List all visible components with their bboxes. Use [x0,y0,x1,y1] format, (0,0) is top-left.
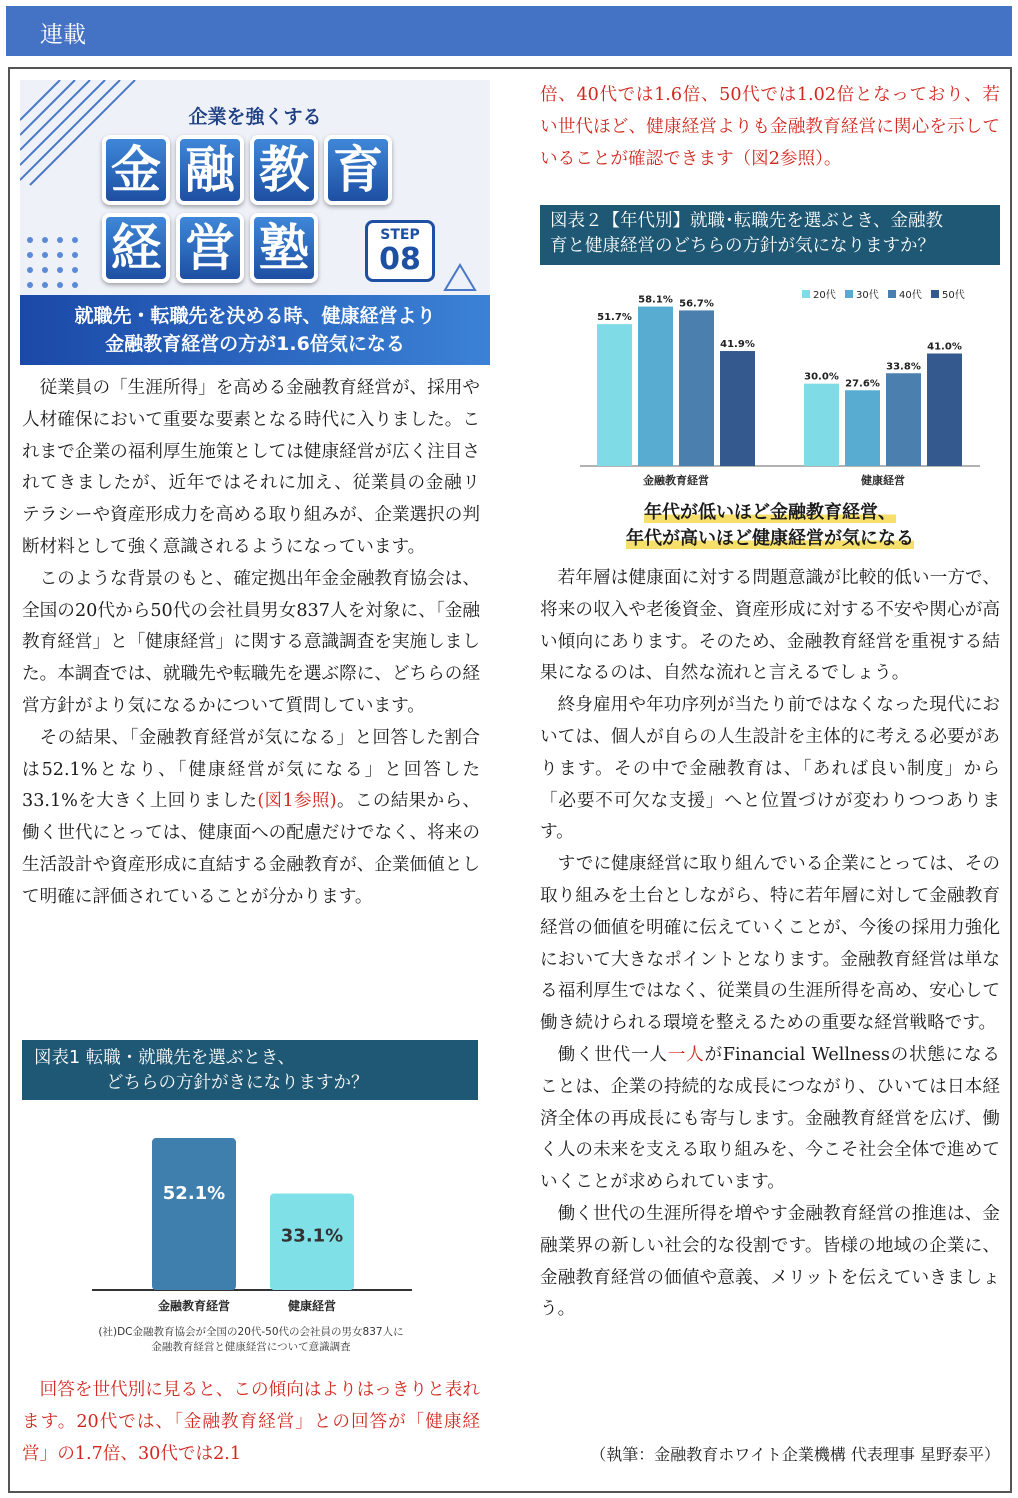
figure2-caption [540,205,1000,265]
article-headline [20,295,490,365]
paragraph: 働く世代の生涯所得を増やす金融教育経営の推進は、金融業界の新しい社会的な役割です。皆様の地域の企業に、金融教育経営の価値や意義、メリットを伝えていきましょう。 [540,1203,1000,1320]
legend-swatch [802,290,810,298]
figure1-chart [22,1105,480,1325]
banner-char: 金 [102,135,170,205]
bar [845,390,880,466]
caption-line-1: 図表２【年代別】就職･転職先を選ぶとき、金融教 [550,211,944,231]
figure2-chart [540,270,1000,495]
bar [597,324,632,466]
bar [927,353,962,466]
author-credit: （執筆：金融教育ホワイト企業機構 代表理事 星野泰平） [590,1445,1000,1464]
series-header-bar [6,6,1012,56]
series-label: 連載 [40,22,86,48]
step-number: 08 [379,242,421,277]
banner-char: 融 [176,135,244,205]
paragraph: 回答を世代別に見ると、この傾向はよりはっきりと表れます。20代では、「金融教育経営」との回答が「健康経営」の1.7倍、30代では2.1 [22,1380,480,1464]
data-label: 27.6% [845,378,880,390]
x-tick-label: 健康経営 [861,474,905,487]
note-line-1: (社)DC金融教育協会が全国の20代-50代の会社員の男女837人に [98,1326,404,1338]
emphasis-text: 一人 [667,1044,705,1065]
data-label: 30.0% [804,371,839,383]
paragraph: このような背景のもと、確定拠出年金金融教育協会は、全国の20代から50代の会社員男女837人を対象に、「金融教育経営」と「健康経営」に関する意識調査を実施しました。本調査では、就職先や転職先を選ぶ際に、どちらの経営方針がより気になるかについて質問しています。 [22,568,480,716]
caption-line-1: 図表1 転職・就職先を選ぶとき、 [34,1048,295,1068]
article-body-right [540,563,1000,1326]
legend-swatch [845,290,853,298]
legend-label: 50代 [942,290,965,301]
data-label: 33.8% [886,361,921,373]
paragraph: 従業員の「生涯所得」を高める金融教育経営が、採用や人材確保において重要な要素となる時代に入りました。これまで企業の福利厚生施策としては健康経営が広く注目されてきましたが、近年ではそれに加え、従業員の金融リテラシーや資産形成力を高める取り組みが、企業選択の判断材料として強く意識されるようになっています。 [22,378,480,557]
banner-subtitle: 企業を強くする [188,106,322,128]
figure2-highlight [540,500,1000,552]
paragraph-continued: 倍、40代では1.6倍、50代では1.02倍となっており、若い世代ほど、健康経営よりも金融教育経営に関心を示していることが確認できます（図2参照）。 [540,85,1000,169]
article-body-left-bottom [22,1375,480,1470]
x-tick-label: 金融教育経営 [157,1299,231,1313]
step-badge [365,220,435,282]
bar [679,310,714,466]
bar [638,307,673,466]
banner-char: 育 [324,135,392,205]
paragraph [540,1040,1000,1199]
text-run: がFinancial Wellnessの状態になることは、企業の持続的な成長につながり、ひいては日本経済全体の再成長にも寄与します。金融教育経営を広げ、働く人の未来を支える取り組みを、今こそ社会全体で進めていくことが求められています。 [540,1044,1000,1193]
figure1-caption [22,1040,478,1100]
highlight-line-2: 年代が高いほど健康経営が気になる [626,528,914,549]
note-line-2: 金融教育経営と健康経営について意識調査 [151,1341,351,1353]
banner-char: 教 [250,135,318,205]
legend-swatch [888,290,896,298]
figure1-source-note [22,1325,480,1355]
bar [804,384,839,466]
banner-char: 塾 [250,213,318,283]
data-label: 33.1% [280,1225,344,1247]
bar [886,373,921,466]
x-tick-label: 金融教育経営 [643,474,709,487]
data-label: 51.7% [597,312,632,324]
text-run: その結果、「金融教育経営が気になる」と回答した割合は52.1%となり、「健康経営が気になる」と回答した33.1%を大きく上回りました [22,727,480,812]
caption-line-2: 育と健康経営のどちらの方針が気になりますか？ [550,236,935,256]
figure-reference: (図1参照) [257,791,337,812]
headline-line-1: 就職先・転職先を決める時、健康経営より [74,305,436,327]
paragraph: すでに健康経営に取り組んでいる企業にとっては、その取り組みを土台としながら、特に若年層に対して金融教育経営の価値を明確に伝えていくことが、今後の採用力強化において大きなポイントとなります。金融教育経営は単なる福利厚生ではなく、従業員の生涯所得を高め、安心して働き続けられる環境を整えるための重要な経営戦略です。 [540,854,1000,1034]
caption-line-2: どちらの方針がきになりますか？ [106,1073,369,1093]
text-run: 働く世代一人 [557,1044,668,1065]
bar [152,1138,236,1290]
paragraph: 若年層は健康面に対する問題意識が比較的低い一方で、将来の収入や老後資金、資産形成に対する不安や関心が高い傾向にあります。そのため、金融教育経営を重視する結果になるのは、自然な流れと言えるでしょう。 [540,568,1000,684]
x-tick-label: 健康経営 [287,1299,337,1313]
data-label: 52.1% [162,1183,226,1205]
legend-label: 40代 [899,290,922,301]
banner-char: 営 [176,213,244,283]
legend-label: 20代 [813,290,836,301]
highlight-line-1: 年代が低いほど金融教育経営、 [644,502,896,523]
paragraph [22,723,480,914]
headline-line-2: 金融教育経営の方が1.6倍気になる [105,333,405,355]
paragraph: 終身雇用や年功序列が当たり前ではなくなった現代においては、個人が自らの人生設計を主体的に考える必要があります。その中で金融教育は、「あれば良い制度」から「必要不可欠な支援」へと位置づけが変わりつつあります。 [540,695,1000,843]
data-label: 56.7% [679,298,714,310]
text-run: 。この結果から、働く世代にとっては、健康面への配慮だけでなく、将来の生活設計や資産形成に直結する金融教育が、企業価値として明確に評価されていることが分かります。 [22,791,480,907]
data-label: 41.9% [720,339,755,351]
bar [720,351,755,466]
article-body-right-top [540,80,1000,175]
banner-char: 経 [102,213,170,283]
step-label: STEP [380,227,420,243]
article-body-left [22,373,480,914]
legend-swatch [931,290,939,298]
data-label: 41.0% [927,341,962,353]
data-label: 58.1% [638,294,673,306]
legend-label: 30代 [856,290,879,301]
